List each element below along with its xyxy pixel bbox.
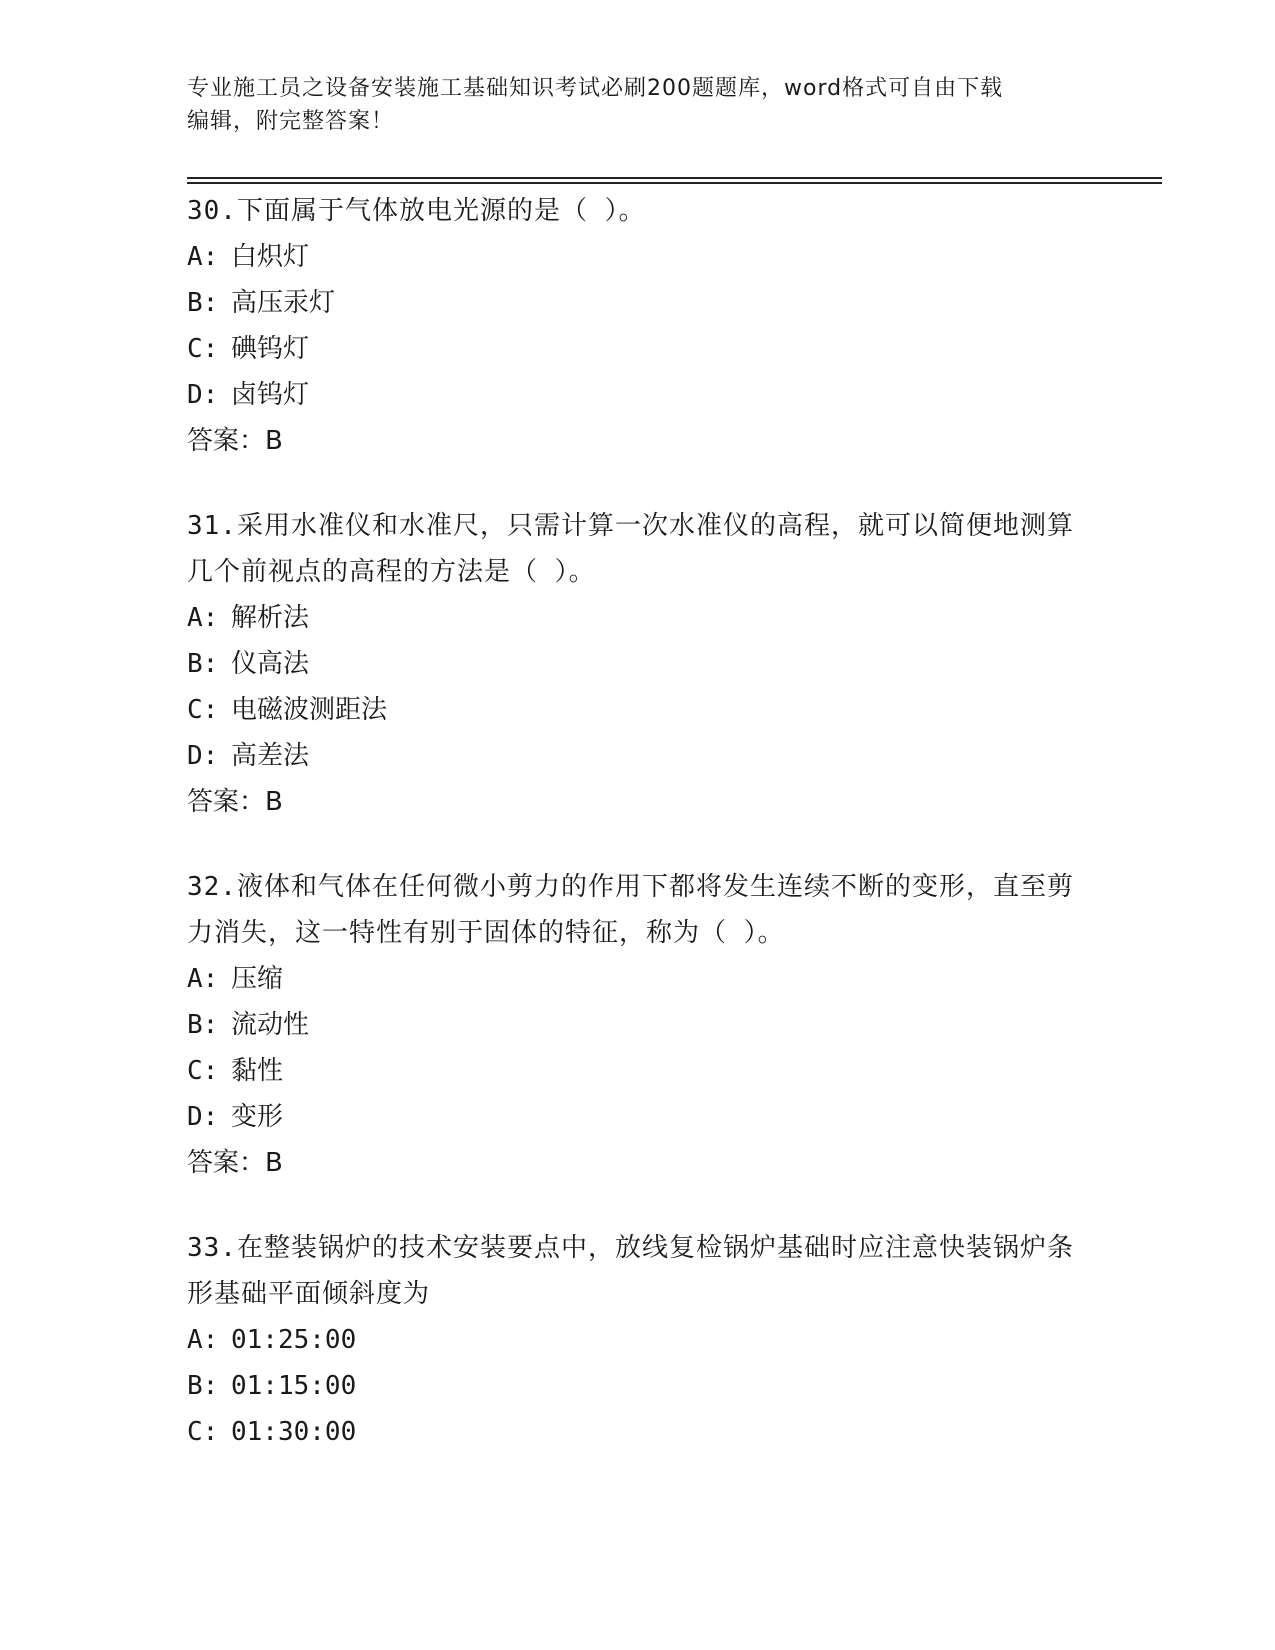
option-text: 压缩 <box>231 964 284 994</box>
option-text: 解析法 <box>231 603 310 633</box>
option-text: 流动性 <box>231 1010 310 1040</box>
option-letter: D: <box>187 741 219 771</box>
option-letter: B: <box>187 649 219 679</box>
option-b <box>187 1002 1087 1048</box>
answer: 答案：B <box>187 787 283 817</box>
header-line-1: 专业施工员之设备安装施工基础知识考试必刷200题题库，word格式可自由下载 <box>187 76 1004 101</box>
option-text: 碘钨灯 <box>231 334 310 364</box>
document-header <box>187 72 1087 138</box>
option-b <box>187 641 1087 687</box>
option-a <box>187 956 1087 1002</box>
option-text: 电磁波测距法 <box>231 695 388 725</box>
option-c <box>187 1048 1087 1094</box>
option-letter: A: <box>187 964 219 994</box>
option-letter: A: <box>187 603 219 633</box>
header-divider-top <box>187 177 1162 179</box>
question-30 <box>187 188 1087 464</box>
option-text: 01:15:00 <box>231 1371 357 1401</box>
header-line-2: 编辑，附完整答案！ <box>187 109 395 134</box>
answer: 答案：B <box>187 1148 283 1178</box>
option-c <box>187 1409 1087 1455</box>
option-letter: C: <box>187 695 219 725</box>
option-text: 黏性 <box>231 1056 284 1086</box>
option-d <box>187 733 1087 779</box>
option-b <box>187 1363 1087 1409</box>
question-stem: 32.液体和气体在任何微小剪力的作用下都将发生连续不断的变形，直至剪力消失，这一特性有别于固体的特征，称为（ ）。 <box>187 872 1074 948</box>
option-d <box>187 372 1087 418</box>
option-text: 高差法 <box>231 741 310 771</box>
option-letter: D: <box>187 380 219 410</box>
question-stem: 31.采用水准仪和水准尺，只需计算一次水准仪的高程，就可以简便地测算几个前视点的高程的方法是（ ）。 <box>187 511 1074 587</box>
option-text: 仪高法 <box>231 649 310 679</box>
option-text: 高压汞灯 <box>231 288 336 318</box>
option-letter: A: <box>187 1325 219 1355</box>
option-letter: B: <box>187 1371 219 1401</box>
option-letter: A: <box>187 242 219 272</box>
option-letter: C: <box>187 1417 219 1447</box>
option-letter: B: <box>187 1010 219 1040</box>
header-divider-bottom <box>187 182 1162 184</box>
question-33 <box>187 1225 1087 1455</box>
option-c <box>187 326 1087 372</box>
option-c <box>187 687 1087 733</box>
option-a <box>187 595 1087 641</box>
option-letter: D: <box>187 1102 219 1132</box>
question-stem: 30.下面属于气体放电光源的是（ ）。 <box>187 196 646 226</box>
question-31 <box>187 503 1087 825</box>
option-a <box>187 1317 1087 1363</box>
answer: 答案：B <box>187 426 283 456</box>
option-b <box>187 280 1087 326</box>
option-letter: C: <box>187 334 219 364</box>
option-letter: C: <box>187 1056 219 1086</box>
option-text: 白炽灯 <box>231 242 310 272</box>
option-text: 01:25:00 <box>231 1325 357 1355</box>
option-text: 01:30:00 <box>231 1417 357 1447</box>
option-d <box>187 1094 1087 1140</box>
option-text: 变形 <box>231 1102 284 1132</box>
option-letter: B: <box>187 288 219 318</box>
question-stem: 33.在整装锅炉的技术安装要点中，放线复检锅炉基础时应注意快装锅炉条形基础平面倾斜度为 <box>187 1233 1074 1309</box>
option-a <box>187 234 1087 280</box>
option-text: 卤钨灯 <box>231 380 310 410</box>
question-32 <box>187 864 1087 1186</box>
